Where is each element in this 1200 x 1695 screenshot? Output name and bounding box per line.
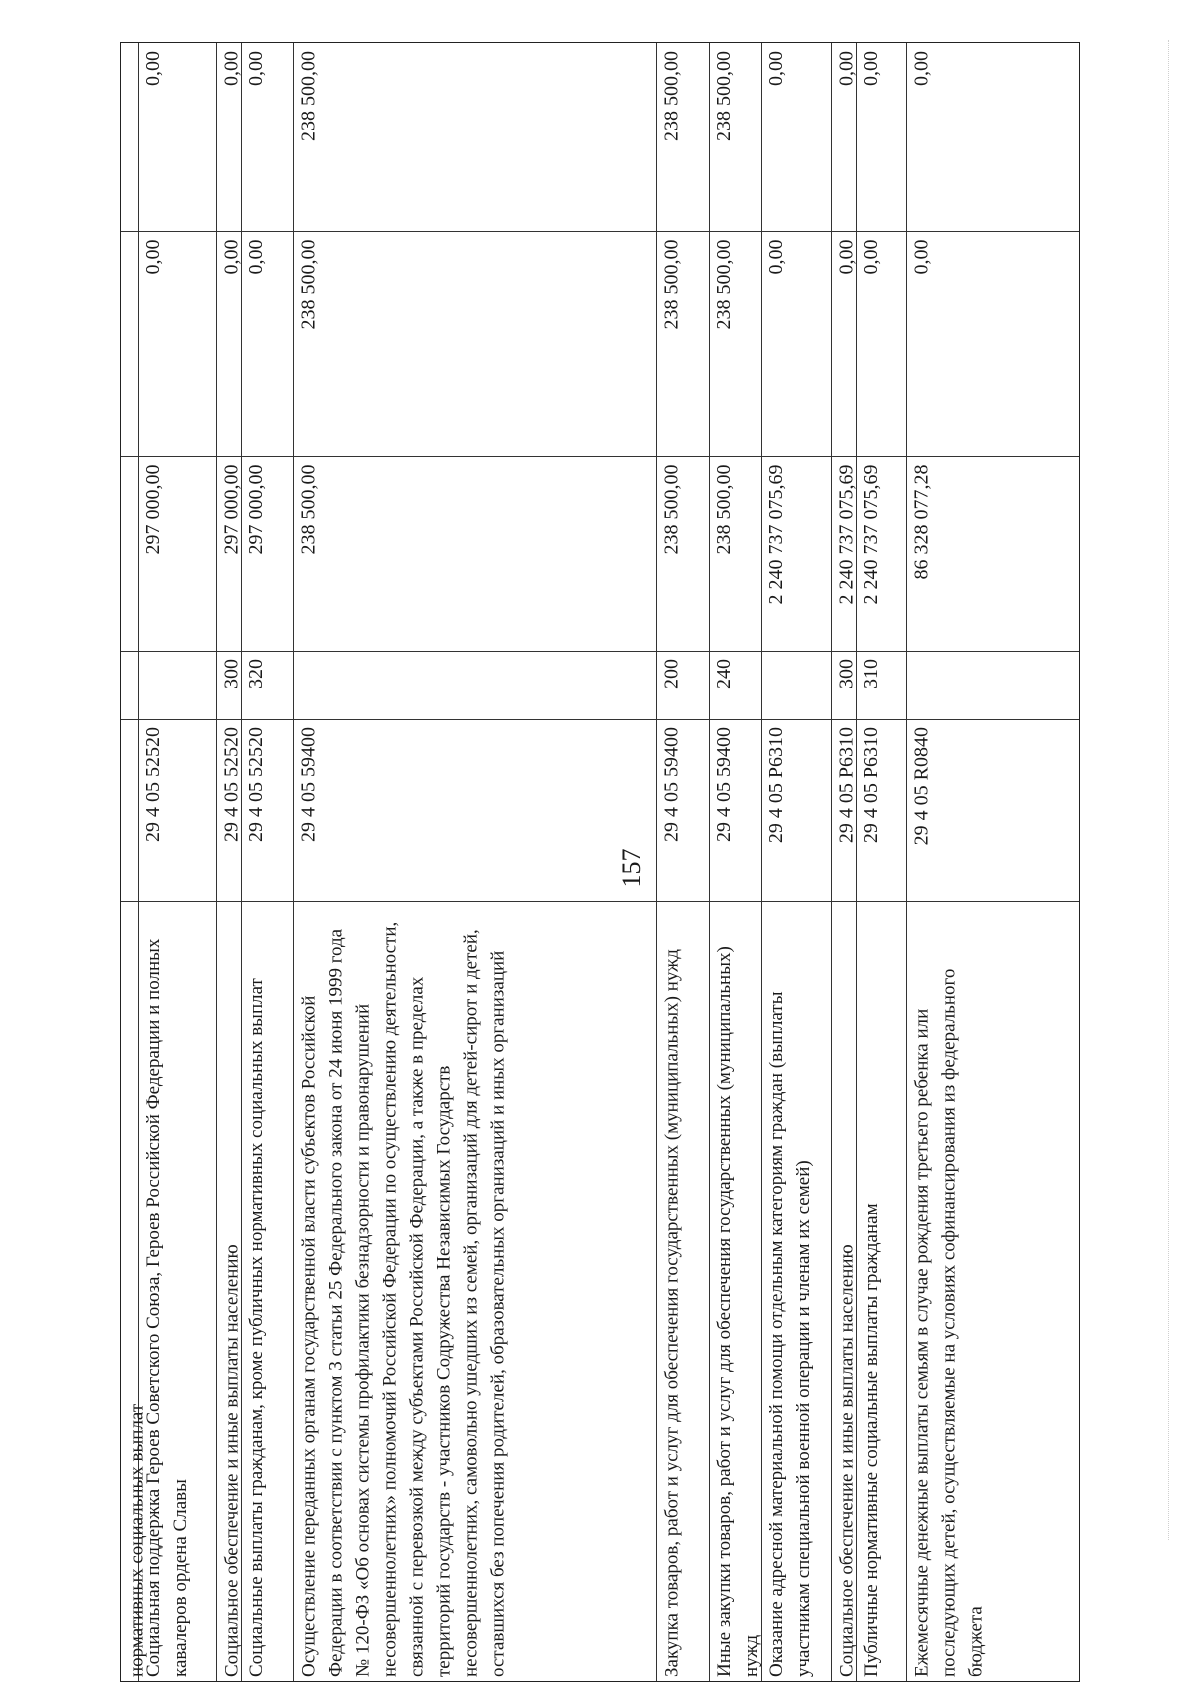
row-target-article-text: 29 4 05 P6310 bbox=[835, 727, 857, 844]
row-amount-1-text: 2 240 737 075,69 bbox=[835, 464, 857, 604]
row-name bbox=[709, 901, 761, 1683]
row-target-article-text: 29 4 05 P6310 bbox=[860, 727, 882, 844]
row-expense-type-text bbox=[761, 651, 765, 719]
row-amount-1-text bbox=[121, 456, 125, 651]
row-target-article-text bbox=[121, 719, 125, 901]
row-amount-3-text: 238 500,00 bbox=[713, 51, 735, 141]
row-amount-3-text: 238 500,00 bbox=[297, 51, 319, 141]
row-target-article bbox=[216, 719, 241, 901]
row-amount-2-text: 0,00 bbox=[245, 239, 267, 274]
row-amount-2 bbox=[656, 231, 709, 456]
row-target-article bbox=[293, 719, 656, 901]
row-expense-type bbox=[656, 651, 709, 719]
row-target-article-text: 29 4 05 59400 bbox=[713, 727, 735, 842]
row-name-text: Ежемесячные денежные выплаты семьям в случае рождения третьего ребенка или последующих детей, осуществляемые на условиях софинансирования из федерального бюджета bbox=[911, 968, 986, 1677]
row-amount-3-text: 238 500,00 bbox=[660, 51, 682, 141]
row-amount-1-text: 2 240 737 075,69 bbox=[765, 464, 787, 604]
row-amount-2-text: 0,00 bbox=[220, 239, 242, 274]
row-expense-type-text bbox=[906, 651, 910, 719]
row-amount-3-text: 0,00 bbox=[860, 51, 882, 86]
row-expense-type-text: 310 bbox=[860, 659, 882, 689]
row-expense-type bbox=[761, 651, 831, 719]
row-expense-type bbox=[293, 651, 656, 719]
row-amount-2-text: 0,00 bbox=[765, 239, 787, 274]
row-name bbox=[216, 901, 241, 1683]
row-amount-1-text: 86 328 077,28 bbox=[910, 464, 932, 579]
row-target-article bbox=[831, 719, 856, 901]
row-target-article-text: 29 4 05 P6310 bbox=[765, 727, 787, 844]
row-amount-1 bbox=[121, 456, 138, 651]
row-name bbox=[241, 901, 293, 1683]
row-target-article bbox=[656, 719, 709, 901]
row-name-text: Закупка товаров, работ и услуг для обеспечения государственных (муниципальных) нужд bbox=[661, 949, 682, 1677]
row-name bbox=[856, 901, 906, 1683]
row-amount-1 bbox=[293, 456, 656, 651]
row-amount-2-text: 0,00 bbox=[910, 239, 932, 274]
row-amount-2-text: 0,00 bbox=[835, 239, 857, 274]
row-name bbox=[121, 901, 147, 1683]
row-target-article-text: 29 4 05 59400 bbox=[660, 727, 682, 842]
row-amount-3 bbox=[856, 43, 906, 231]
scan-edge-artifact bbox=[1168, 40, 1187, 1540]
row-amount-2 bbox=[761, 231, 831, 456]
row-amount-2-text: 0,00 bbox=[142, 239, 164, 274]
row-amount-3 bbox=[709, 43, 761, 231]
row-target-article bbox=[856, 719, 906, 901]
row-amount-1 bbox=[656, 456, 709, 651]
row-expense-type-text: 320 bbox=[245, 659, 267, 689]
row-name bbox=[761, 901, 831, 1683]
row-name-text: Социальное обеспечение и иные выплаты населению bbox=[221, 1244, 242, 1677]
page-number: 157 bbox=[617, 848, 646, 888]
row-amount-2-text bbox=[121, 231, 125, 456]
row-expense-type-text: 300 bbox=[220, 659, 242, 689]
row-amount-1 bbox=[709, 456, 761, 651]
row-amount-2 bbox=[216, 231, 241, 456]
row-target-article bbox=[241, 719, 293, 901]
row-expense-type-text bbox=[121, 651, 125, 719]
row-expense-type bbox=[138, 651, 216, 719]
row-target-article-text: 29 4 05 52520 bbox=[220, 727, 242, 842]
row-target-article bbox=[761, 719, 831, 901]
row-amount-2-text: 238 500,00 bbox=[297, 239, 319, 329]
row-target-article-text: 29 4 05 59400 bbox=[297, 727, 319, 842]
row-target-article bbox=[138, 719, 216, 901]
row-name-text: Осуществление переданных органам государственной власти субъектов Российской Федерации в соответствии с пунктом 3 статьи 25 Федерального закона от 24 июня 1999 года № 120-ФЗ «Об основах системы профилактики безнадзорности и правонарушений несовершеннолетних» полномочий Российской Федерации по осуществлению деятельности, связанной с перевозкой между субъектами Российской Федерации, а также в пределах территорий государств - участников Содружества Независимых Государств несовершеннолетних, самовольно ушедших из семей, организаций для детей-сирот и детей, оставшихся без попечения родителей, образовательных организаций и иных организаций bbox=[298, 921, 508, 1677]
row-amount-2-text: 238 500,00 bbox=[660, 239, 682, 329]
row-amount-2 bbox=[906, 231, 1081, 456]
row-amount-1 bbox=[831, 456, 856, 651]
row-amount-3 bbox=[906, 43, 1081, 231]
row-target-article-text: 29 4 05 52520 bbox=[142, 727, 164, 842]
row-expense-type bbox=[906, 651, 1081, 719]
row-amount-3 bbox=[241, 43, 293, 231]
row-amount-1-text: 238 500,00 bbox=[297, 464, 319, 554]
row-amount-2 bbox=[831, 231, 856, 456]
row-name-text: Публичные нормативные социальные выплаты гражданам bbox=[861, 1203, 882, 1677]
row-amount-2 bbox=[856, 231, 906, 456]
row-amount-2-text: 238 500,00 bbox=[713, 239, 735, 329]
row-amount-1 bbox=[906, 456, 1081, 651]
row-amount-3-text: 0,00 bbox=[835, 51, 857, 86]
row-expense-type bbox=[709, 651, 761, 719]
row-amount-1-text: 238 500,00 bbox=[660, 464, 682, 554]
row-name-text: Оказание адресной материальной помощи отдельным категориям граждан (выплаты участникам специальной военной операции и членам их семей) bbox=[766, 991, 814, 1677]
row-amount-2 bbox=[138, 231, 216, 456]
row-expense-type-text: 200 bbox=[660, 659, 682, 689]
row-expense-type-text: 240 bbox=[713, 659, 735, 689]
row-amount-3 bbox=[293, 43, 656, 231]
row-target-article-text: 29 4 05 52520 bbox=[245, 727, 267, 842]
row-amount-3 bbox=[761, 43, 831, 231]
row-amount-1-text: 297 000,00 bbox=[245, 464, 267, 554]
row-amount-3 bbox=[138, 43, 216, 231]
row-amount-1-text: 297 000,00 bbox=[142, 464, 164, 554]
row-amount-3 bbox=[656, 43, 709, 231]
row-name bbox=[656, 901, 709, 1683]
row-target-article bbox=[709, 719, 761, 901]
row-amount-2 bbox=[709, 231, 761, 456]
row-name bbox=[831, 901, 856, 1683]
row-target-article bbox=[121, 719, 138, 901]
row-amount-1 bbox=[241, 456, 293, 651]
row-name-text: нормативных социальных выплат bbox=[126, 1403, 147, 1677]
row-name-text: Социальная поддержка Героев Советского Союза, Героев Российской Федерации и полных кавалеров ордена Славы bbox=[143, 938, 191, 1677]
row-amount-1 bbox=[761, 456, 831, 651]
row-expense-type-text bbox=[293, 651, 297, 719]
row-expense-type bbox=[241, 651, 293, 719]
row-amount-3-text: 0,00 bbox=[245, 51, 267, 86]
row-amount-3-text: 0,00 bbox=[220, 51, 242, 86]
row-amount-3 bbox=[216, 43, 241, 231]
row-amount-3-text: 0,00 bbox=[142, 51, 164, 86]
row-name-text: Социальное обеспечение и иные выплаты населению bbox=[836, 1244, 857, 1677]
row-expense-type-text: 300 bbox=[835, 659, 857, 689]
row-amount-1 bbox=[216, 456, 241, 651]
row-name-text: Социальные выплаты гражданам, кроме публичных нормативных социальных выплат bbox=[246, 978, 267, 1677]
row-amount-1-text: 238 500,00 bbox=[713, 464, 735, 554]
row-amount-1 bbox=[138, 456, 216, 651]
row-amount-3 bbox=[831, 43, 856, 231]
row-amount-1-text: 2 240 737 075,69 bbox=[860, 464, 882, 604]
row-amount-2-text: 0,00 bbox=[860, 239, 882, 274]
row-amount-2 bbox=[293, 231, 656, 456]
row-amount-2 bbox=[241, 231, 293, 456]
row-name-text: Иные закупки товаров, работ и услуг для обеспечения государственных (муниципальных) нужд bbox=[714, 946, 762, 1677]
budget-table bbox=[120, 42, 1080, 1682]
row-target-article bbox=[906, 719, 1081, 901]
row-expense-type bbox=[216, 651, 241, 719]
row-amount-2 bbox=[121, 231, 138, 456]
row-target-article-text: 29 4 05 R0840 bbox=[910, 727, 932, 846]
row-expense-type bbox=[121, 651, 138, 719]
row-name bbox=[906, 901, 1081, 1683]
row-amount-3-text: 0,00 bbox=[910, 51, 932, 86]
row-amount-1 bbox=[856, 456, 906, 651]
row-amount-3-text bbox=[121, 43, 125, 231]
row-amount-1-text: 297 000,00 bbox=[220, 464, 242, 554]
row-amount-3 bbox=[121, 43, 138, 231]
row-expense-type-text bbox=[138, 651, 142, 719]
row-name bbox=[138, 901, 216, 1683]
row-expense-type bbox=[856, 651, 906, 719]
row-name bbox=[293, 901, 656, 1683]
row-expense-type bbox=[831, 651, 856, 719]
row-amount-3-text: 0,00 bbox=[765, 51, 787, 86]
